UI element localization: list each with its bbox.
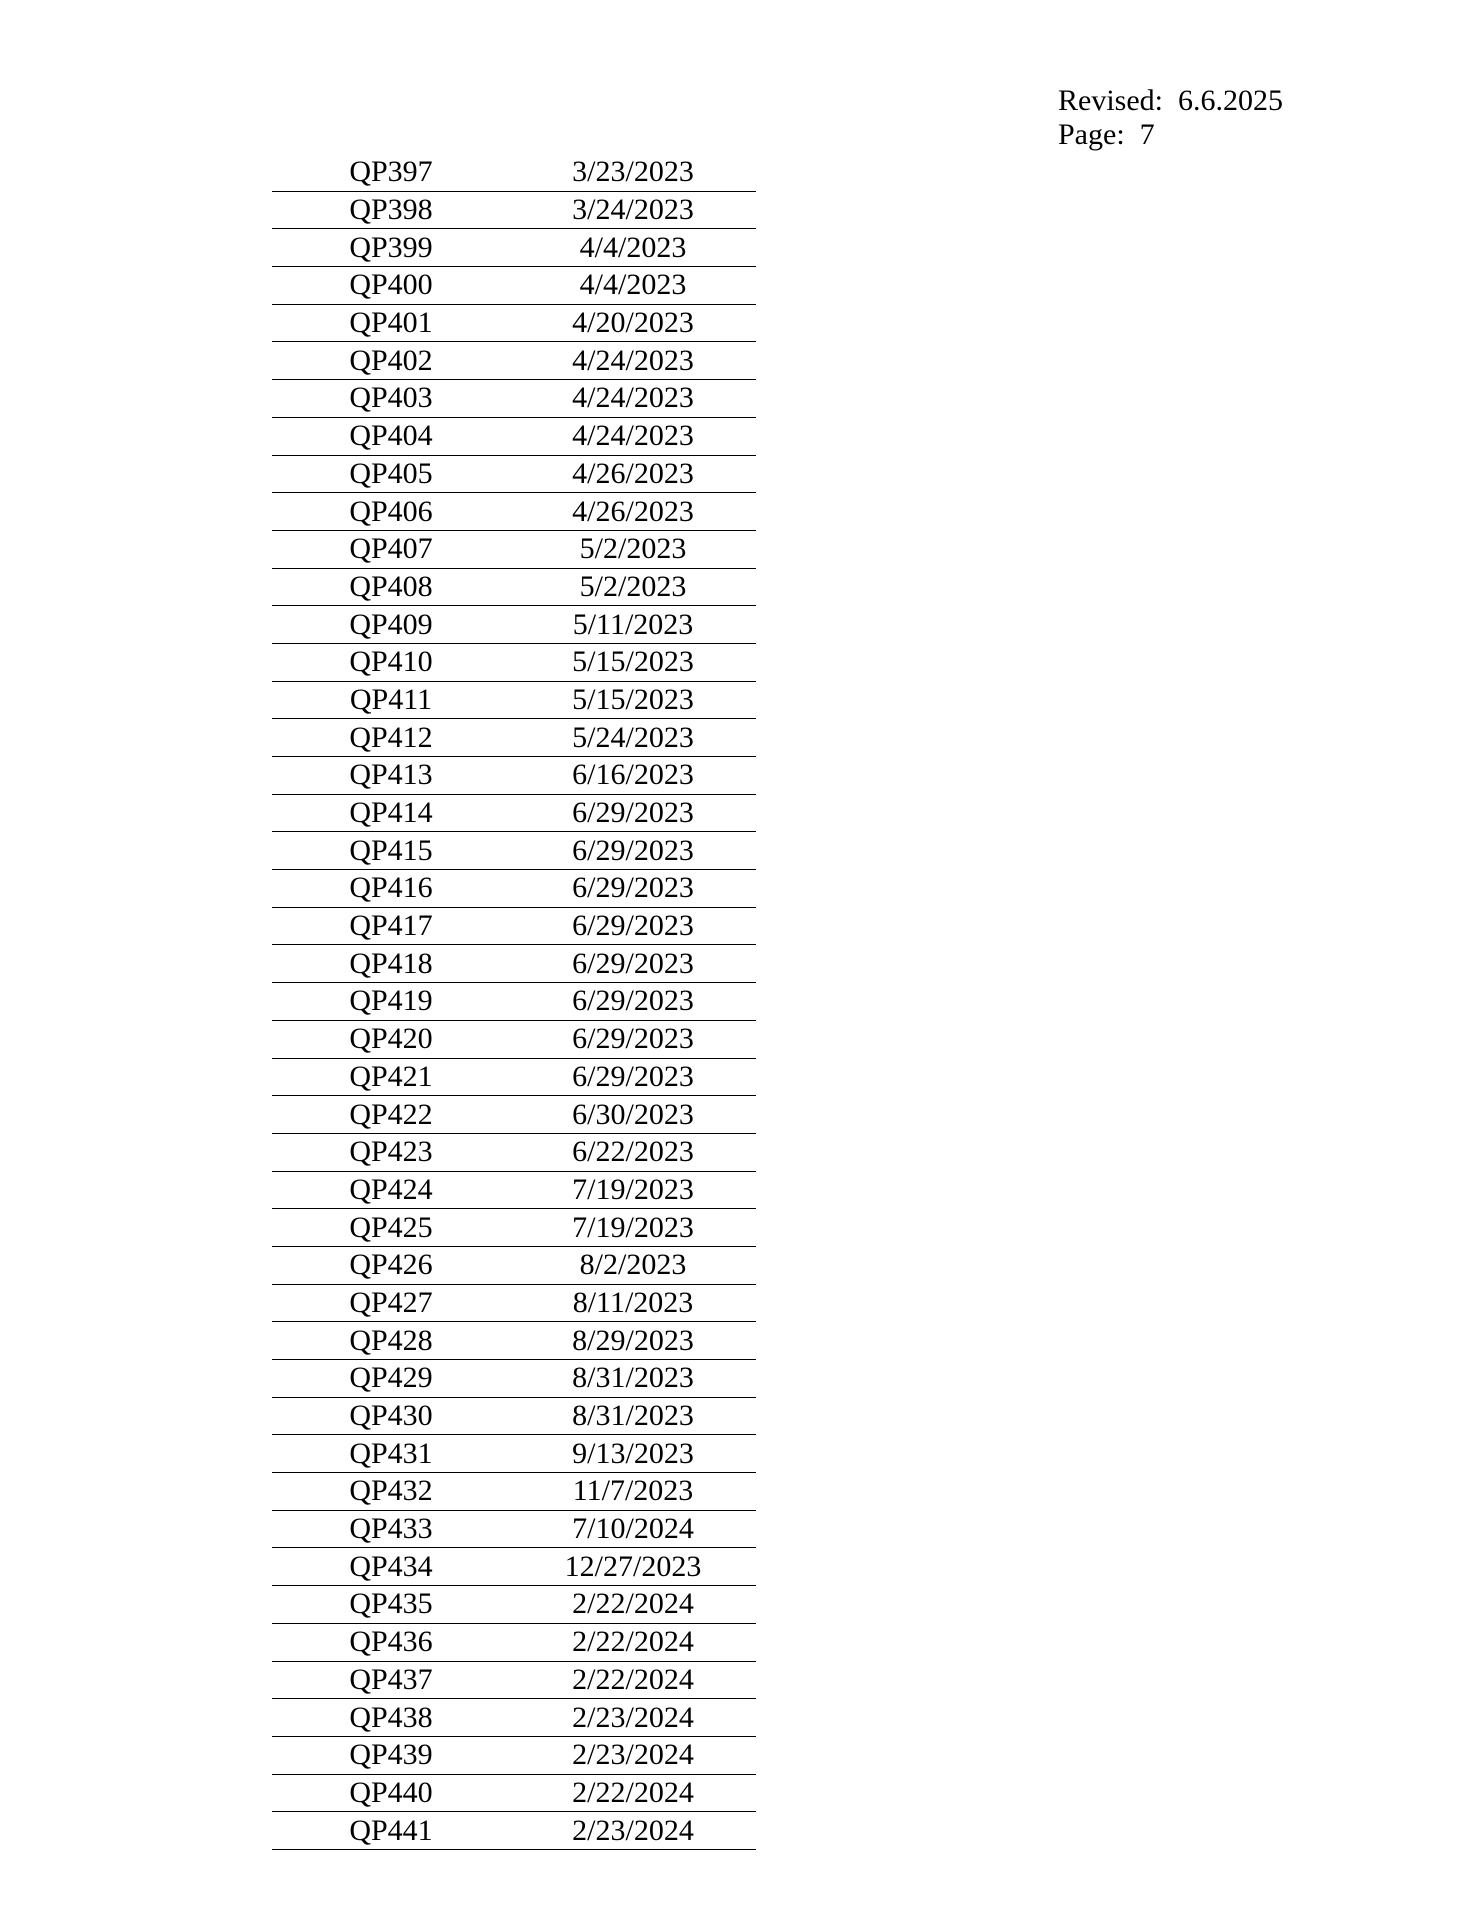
qp-code-cell: QP414 — [272, 794, 510, 832]
date-cell: 2/22/2024 — [510, 1586, 756, 1624]
table-row — [272, 568, 756, 606]
date-cell: 8/2/2023 — [510, 1246, 756, 1284]
date-cell: 5/24/2023 — [510, 719, 756, 757]
qp-code-cell: QP431 — [272, 1435, 510, 1473]
qp-code-cell: QP415 — [272, 832, 510, 870]
qp-code-cell: QP430 — [272, 1397, 510, 1435]
table-row — [272, 1284, 756, 1322]
date-cell: 6/29/2023 — [510, 832, 756, 870]
qp-code-cell: QP403 — [272, 380, 510, 418]
table-row — [272, 983, 756, 1021]
date-cell: 5/15/2023 — [510, 681, 756, 719]
table-row — [272, 1209, 756, 1247]
qp-code-cell: QP440 — [272, 1774, 510, 1812]
table-row — [272, 1435, 756, 1473]
qp-code-cell: QP435 — [272, 1586, 510, 1624]
table-body — [272, 154, 756, 1849]
date-cell: 3/23/2023 — [510, 154, 756, 191]
table-row — [272, 1322, 756, 1360]
table-row — [272, 154, 756, 191]
date-cell: 2/22/2024 — [510, 1623, 756, 1661]
qp-code-cell: QP397 — [272, 154, 510, 191]
table-row — [272, 417, 756, 455]
qp-code-cell: QP401 — [272, 304, 510, 342]
qp-code-cell: QP412 — [272, 719, 510, 757]
qp-code-cell: QP420 — [272, 1020, 510, 1058]
table-row — [272, 606, 756, 644]
date-cell: 2/23/2024 — [510, 1736, 756, 1774]
table-row — [272, 1736, 756, 1774]
date-cell: 7/19/2023 — [510, 1171, 756, 1209]
table-row — [272, 1548, 756, 1586]
page-number-line — [1058, 118, 1283, 152]
date-cell: 2/22/2024 — [510, 1661, 756, 1699]
table-row — [272, 304, 756, 342]
table-row — [272, 719, 756, 757]
table-row — [272, 1246, 756, 1284]
page-number: 7 — [1139, 118, 1155, 151]
qp-code-cell: QP422 — [272, 1096, 510, 1134]
qp-code-cell: QP409 — [272, 606, 510, 644]
qp-code-cell: QP426 — [272, 1246, 510, 1284]
qp-code-cell: QP417 — [272, 907, 510, 945]
date-cell: 9/13/2023 — [510, 1435, 756, 1473]
qp-code-cell: QP416 — [272, 870, 510, 908]
qp-code-cell: QP400 — [272, 267, 510, 305]
date-cell: 4/4/2023 — [510, 267, 756, 305]
qp-code-cell: QP406 — [272, 493, 510, 531]
table-row — [272, 229, 756, 267]
qp-code-cell: QP413 — [272, 757, 510, 795]
qp-date-table — [272, 154, 756, 1850]
date-cell: 5/11/2023 — [510, 606, 756, 644]
table-row — [272, 832, 756, 870]
qp-code-cell: QP398 — [272, 191, 510, 229]
qp-code-cell: QP437 — [272, 1661, 510, 1699]
date-cell: 4/24/2023 — [510, 342, 756, 380]
table-row — [272, 1812, 756, 1850]
date-cell: 6/29/2023 — [510, 1058, 756, 1096]
table-row — [272, 643, 756, 681]
qp-code-cell: QP439 — [272, 1736, 510, 1774]
date-cell: 6/29/2023 — [510, 983, 756, 1021]
qp-code-cell: QP408 — [272, 568, 510, 606]
date-cell: 6/29/2023 — [510, 870, 756, 908]
revised-line — [1058, 84, 1283, 118]
table-row — [272, 530, 756, 568]
table-row — [272, 1020, 756, 1058]
qp-code-cell: QP434 — [272, 1548, 510, 1586]
table-row — [272, 907, 756, 945]
date-cell: 4/26/2023 — [510, 493, 756, 531]
qp-code-cell: QP419 — [272, 983, 510, 1021]
page-label: Page: — [1058, 118, 1125, 151]
table-row — [272, 1661, 756, 1699]
table-row — [272, 380, 756, 418]
table-row — [272, 1096, 756, 1134]
table-row — [272, 191, 756, 229]
qp-code-cell: QP423 — [272, 1133, 510, 1171]
revised-label: Revised: — [1058, 84, 1163, 117]
qp-code-cell: QP418 — [272, 945, 510, 983]
table-row — [272, 1774, 756, 1812]
qp-code-cell: QP441 — [272, 1812, 510, 1850]
qp-code-cell: QP411 — [272, 681, 510, 719]
qp-code-cell: QP436 — [272, 1623, 510, 1661]
table-row — [272, 1171, 756, 1209]
revised-date: 6.6.2025 — [1178, 84, 1283, 117]
table-row — [272, 1058, 756, 1096]
table-row — [272, 455, 756, 493]
table-row — [272, 1360, 756, 1398]
page-header — [1058, 84, 1283, 152]
date-cell: 2/22/2024 — [510, 1774, 756, 1812]
table-row — [272, 1699, 756, 1737]
date-cell: 4/20/2023 — [510, 304, 756, 342]
date-cell: 8/31/2023 — [510, 1360, 756, 1398]
date-cell: 4/24/2023 — [510, 380, 756, 418]
date-cell: 6/29/2023 — [510, 794, 756, 832]
qp-code-cell: QP428 — [272, 1322, 510, 1360]
table-row — [272, 1623, 756, 1661]
table-row — [272, 267, 756, 305]
table-row — [272, 1586, 756, 1624]
date-cell: 8/11/2023 — [510, 1284, 756, 1322]
date-cell: 6/16/2023 — [510, 757, 756, 795]
date-cell: 8/31/2023 — [510, 1397, 756, 1435]
table-row — [272, 1133, 756, 1171]
qp-code-cell: QP410 — [272, 643, 510, 681]
qp-code-cell: QP427 — [272, 1284, 510, 1322]
table-row — [272, 1397, 756, 1435]
date-cell: 6/29/2023 — [510, 1020, 756, 1058]
qp-code-cell: QP438 — [272, 1699, 510, 1737]
qp-code-cell: QP407 — [272, 530, 510, 568]
table-row — [272, 757, 756, 795]
qp-code-cell: QP432 — [272, 1473, 510, 1511]
qp-code-cell: QP399 — [272, 229, 510, 267]
qp-code-cell: QP421 — [272, 1058, 510, 1096]
table-row — [272, 342, 756, 380]
table-row — [272, 493, 756, 531]
table-row — [272, 1510, 756, 1548]
date-cell: 4/24/2023 — [510, 417, 756, 455]
date-cell: 11/7/2023 — [510, 1473, 756, 1511]
qp-code-cell: QP424 — [272, 1171, 510, 1209]
table-row — [272, 870, 756, 908]
date-cell: 5/2/2023 — [510, 530, 756, 568]
table-row — [272, 794, 756, 832]
date-cell: 2/23/2024 — [510, 1812, 756, 1850]
date-cell: 5/15/2023 — [510, 643, 756, 681]
qp-code-cell: QP429 — [272, 1360, 510, 1398]
date-cell: 7/10/2024 — [510, 1510, 756, 1548]
table-row — [272, 681, 756, 719]
date-cell: 4/26/2023 — [510, 455, 756, 493]
table-row — [272, 945, 756, 983]
date-cell: 8/29/2023 — [510, 1322, 756, 1360]
document-table-container — [272, 154, 756, 1850]
date-cell: 5/2/2023 — [510, 568, 756, 606]
qp-code-cell: QP402 — [272, 342, 510, 380]
qp-code-cell: QP405 — [272, 455, 510, 493]
date-cell: 3/24/2023 — [510, 191, 756, 229]
date-cell: 6/29/2023 — [510, 945, 756, 983]
date-cell: 6/22/2023 — [510, 1133, 756, 1171]
qp-code-cell: QP425 — [272, 1209, 510, 1247]
date-cell: 6/29/2023 — [510, 907, 756, 945]
date-cell: 6/30/2023 — [510, 1096, 756, 1134]
date-cell: 4/4/2023 — [510, 229, 756, 267]
date-cell: 12/27/2023 — [510, 1548, 756, 1586]
date-cell: 2/23/2024 — [510, 1699, 756, 1737]
qp-code-cell: QP433 — [272, 1510, 510, 1548]
table-row — [272, 1473, 756, 1511]
date-cell: 7/19/2023 — [510, 1209, 756, 1247]
qp-code-cell: QP404 — [272, 417, 510, 455]
